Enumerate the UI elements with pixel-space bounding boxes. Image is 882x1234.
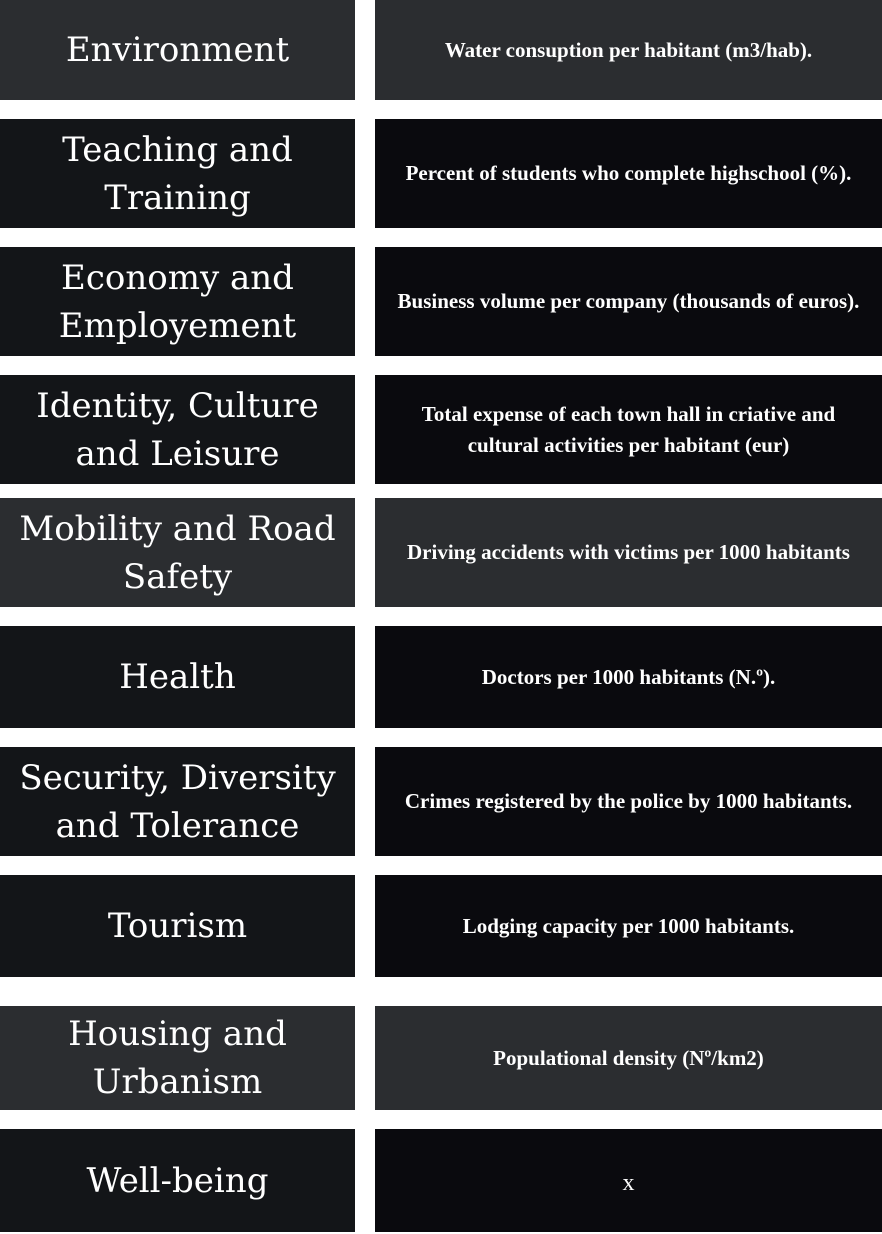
indicator-environment: Water consuption per habitant (m3/hab). (375, 0, 882, 100)
category-teaching-and-training: Teaching and Training (0, 119, 355, 228)
category-tourism: Tourism (0, 875, 355, 977)
indicator-security-diversity-and-tolerance: Crimes registered by the police by 1000 habitants. (375, 747, 882, 856)
category-mobility-and-road-safety: Mobility and Road Safety (0, 498, 355, 607)
indicator-identity-culture-and-leisure: Total expense of each town hall in criative and cultural activities per habitant (eur) (375, 375, 882, 484)
indicator-well-being: x (375, 1129, 882, 1232)
indicator-economy-and-employement: Business volume per company (thousands of euros). (375, 247, 882, 356)
category-housing-and-urbanism: Housing and Urbanism (0, 1006, 355, 1110)
category-economy-and-employement: Economy and Employement (0, 247, 355, 356)
indicator-health: Doctors per 1000 habitants (N.º). (375, 626, 882, 728)
category-health: Health (0, 626, 355, 728)
indicator-teaching-and-training: Percent of students who complete highschool (%). (375, 119, 882, 228)
category-well-being: Well-being (0, 1129, 355, 1232)
category-security-diversity-and-tolerance: Security, Diversity and Tolerance (0, 747, 355, 856)
indicator-housing-and-urbanism: Populational density (Nº/km2) (375, 1006, 882, 1110)
indicator-tourism: Lodging capacity per 1000 habitants. (375, 875, 882, 977)
indicator-mobility-and-road-safety: Driving accidents with victims per 1000 habitants (375, 498, 882, 607)
category-identity-culture-and-leisure: Identity, Culture and Leisure (0, 375, 355, 484)
category-environment: Environment (0, 0, 355, 100)
